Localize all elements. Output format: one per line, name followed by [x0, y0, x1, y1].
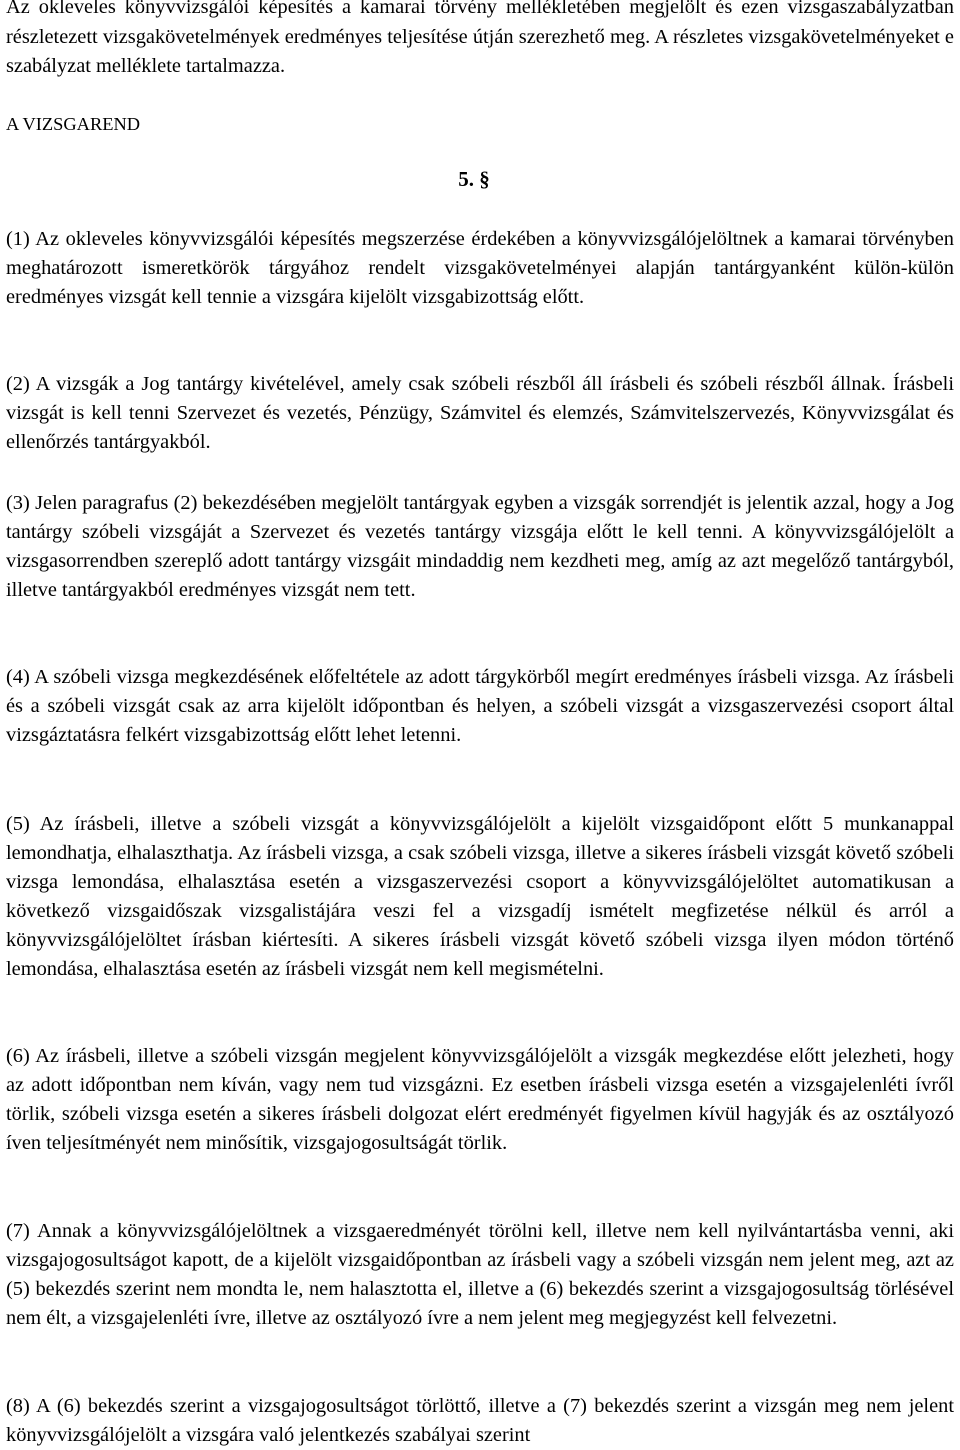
intro-paragraph: Az okleveles könyvvizsgálói képesítés a kamarai törvény mellékletében megjelölt és ezen vizsgaszabályzatban részletezett vizsgakövetelmények eredményes teljesítése útján szerezhető meg. A részletes vizsgakövetelményeket e szabályzat melléklete tartalmazza.	[6, 0, 954, 77]
paragraph-2: (2) A vizsgák a Jog tantárgy kivételével, amely csak szóbeli részből áll írásbeli és szóbeli részből állnak. Írásbeli vizsgát is kell tenni Szervezet és vezetés, Pénzügy, Számvitel és elemzés, Számvitelszervezés, Könyvvizsgálat és ellenőrzés tantárgyakból.	[6, 373, 954, 454]
paragraph-3: (3) Jelen paragrafus (2) bekezdésében megjelölt tantárgyak egyben a vizsgák sorrendjét is jelentik azzal, hogy a Jog tantárgy szóbeli vizsgáját a Szervezet és vezetés tantárgy vizsgája előtt le kell tenni. A könyvvizsgálójelölt a vizsgasorrendben szereplő adott tantárgy vizsgáit mindaddig nem kezdheti meg, amíg az azt megelőző tantárgyból, illetve tantárgyakból eredményes vizsgát nem tett.	[6, 492, 954, 602]
paragraph-5: (5) Az írásbeli, illetve a szóbeli vizsgát a könyvvizsgálójelölt a kijelölt vizsgaidőpont előtt 5 munkanappal lemondhatja, elhalaszthatja. Az írásbeli vizsga, a csak szóbeli vizsga, illetve a sikeres írásbeli vizsgát követő szóbeli vizsga lemondása, elhalasztása esetén a vizsgaszervezési csoport a könyvvizsgálójelöltet automatikusan a következő vizsgaidőszak vizsgalistájára veszi fel a vizsgadíj ismételt megfizetése nélkül és arról a könyvvizsgálójelöltet írásban kiértesíti. A sikeres írásbeli vizsgát követő szóbeli vizsga ilyen módon történő lemondása, elhalasztása esetén az írásbeli vizsgát nem kell megismételni.	[6, 813, 954, 981]
paragraph-1: (1) Az okleveles könyvvizsgálói képesítés megszerzése érdekében a könyvvizsgálójelöltnek a kamarai törvényben meghatározott ismeretkörök tárgyához rendelt vizsgakövetelményei alapján tantárgyanként külön-külön eredményes vizsgát kell tennie a vizsgára kijelölt vizsgabizottság előtt.	[6, 228, 954, 309]
paragraph-6: (6) Az írásbeli, illetve a szóbeli vizsgán megjelent könyvvizsgálójelölt a vizsgák megkezdése előtt jelezheti, hogy az adott időpontban nem kíván, vagy nem tud vizsgázni. Ez esetben írásbeli vizsga esetén a vizsgajelenléti ívről törlik, szóbeli vizsga esetén a sikeres írásbeli dolgozat elért eredményét figyelmen kívül hagyják és az osztályozó íven teljesítményét nem minősítik, vizsgajogosultságát törlik.	[6, 1045, 954, 1155]
paragraph-7: (7) Annak a könyvvizsgálójelöltnek a vizsgaeredményét törölni kell, illetve nem kell nyilvántartásba venni, aki vizsgajogosultságot kapott, de a kijelölt vizsgaidőpontban az írásbeli vagy a szóbeli vizsgán nem jelent meg, azt az (5) bekezdés szerint nem mondta le, nem halasztotta el, illetve a (6) bekezdés szerint a vizsgajogosultság törlésével nem élt, a vizsgajelenléti ívre, illetve az osztályozó ívre a nem jelent meg megjegyzést kell felvezetni.	[6, 1220, 954, 1330]
paragraph-8: (8) A (6) bekezdés szerint a vizsgajogosultságot törlöttő, illetve a (7) bekezdés szerint a vizsgán meg nem jelent könyvvizsgálójelölt a vizsgára való jelentkezés szabályai szerint	[6, 1395, 954, 1447]
section-heading: A VIZSGAREND	[6, 114, 141, 134]
section-number: 5. §	[458, 167, 490, 191]
paragraph-4: (4) A szóbeli vizsga megkezdésének előfeltétele az adott tárgykörből megírt eredményes írásbeli vizsga. Az írásbeli és a szóbeli vizsgát csak az arra kijelölt időpontban és helyen, a szóbeli vizsgát a vizsgaszervezési csoport által vizsgáztatásra felkért vizsgabizottság előtt lehet letenni.	[6, 666, 954, 747]
